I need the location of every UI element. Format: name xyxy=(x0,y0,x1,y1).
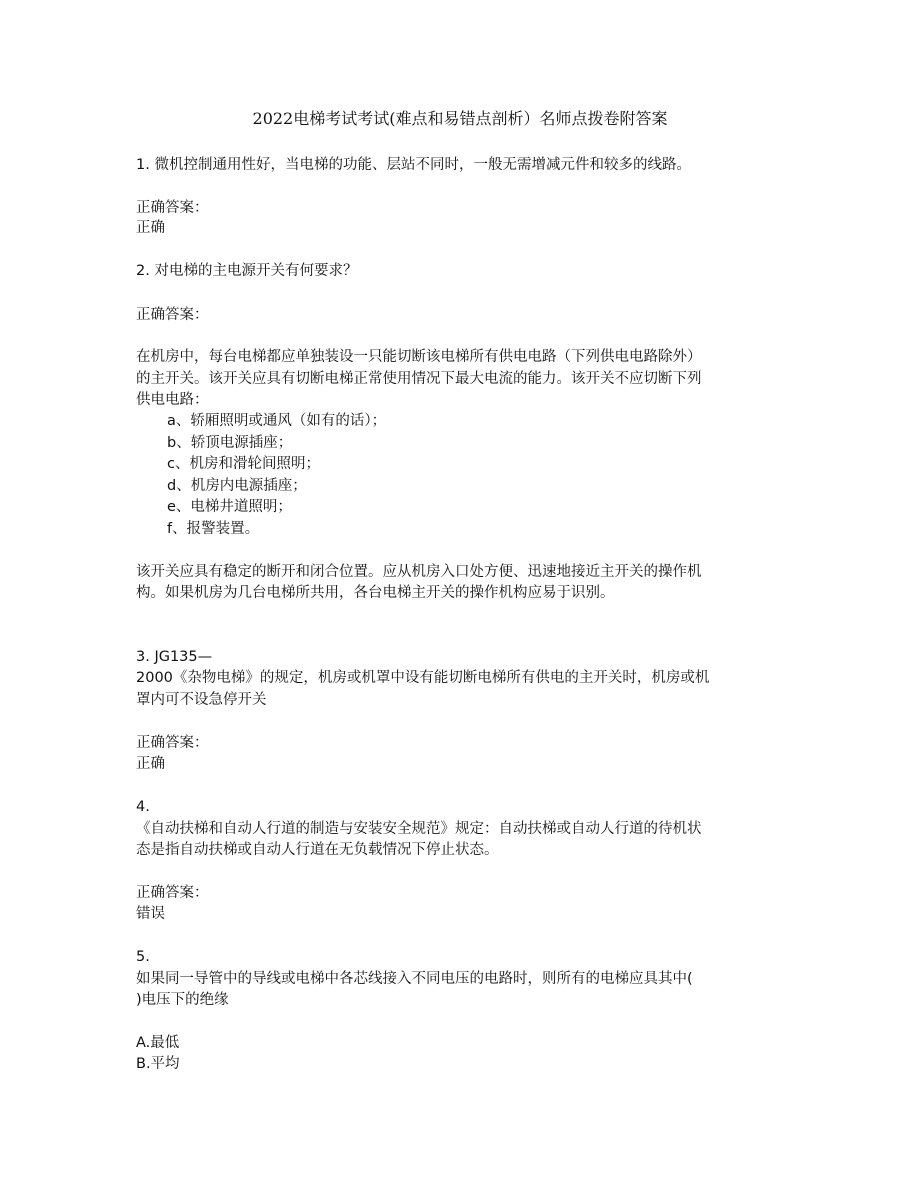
question-4-line-1: 《自动扶梯和自动人行道的制造与安装安全规范》规定：自动扶梯或自动人行道的待机状 xyxy=(136,821,702,837)
question-2-text: 2. 对电梯的主电源开关有何要求？ xyxy=(136,263,358,279)
answer-2-line-4: 该开关应具有稳定的断开和闭合位置。应从机房入口处方便、迅速地接近主开关的操作机 xyxy=(136,564,702,580)
answer-2-item-d: d、机房内电源插座； xyxy=(167,478,307,494)
answer-2-item-c: c、机房和滑轮间照明； xyxy=(167,456,320,472)
answer-2-line-2: 的主开关。该开关应具有切断电梯正常使用情况下最大电流的能力。该开关不应切断下列 xyxy=(136,371,702,387)
question-5-number: 5. xyxy=(136,949,150,965)
answer-label-1: 正确答案： xyxy=(136,200,209,216)
answer-value-3: 正确 xyxy=(136,756,165,772)
option-b: B.平均 xyxy=(136,1056,180,1072)
option-a: A.最低 xyxy=(136,1035,180,1051)
answer-2-item-f: f、报警装置。 xyxy=(167,521,260,537)
answer-2-item-a: a、轿厢照明或通风（如有的话）； xyxy=(167,413,387,429)
question-5-line-1: 如果同一导管中的导线或电梯中各芯线接入不同电压的电路时，则所有的电梯应具其中( xyxy=(136,971,693,987)
question-5-line-2: )电压下的绝缘 xyxy=(136,992,229,1008)
question-1-text: 1. 微机控制通用性好，当电梯的功能、层站不同时，一般无需增减元件和较多的线路。 xyxy=(136,157,691,173)
answer-value-4: 错误 xyxy=(136,906,165,922)
answer-label-2: 正确答案： xyxy=(136,307,209,323)
question-4-line-2: 态是指自动扶梯或自动人行道在无负载情况下停止状态。 xyxy=(136,842,499,858)
answer-2-item-e: e、电梯井道照明； xyxy=(167,499,292,515)
document-title: 2022电梯考试考试(难点和易错点剖析）名师点拨卷附答案 xyxy=(252,109,668,128)
answer-2-line-5: 构。如果机房为几台电梯所共用，各台电梯主开关的操作机构应易于识别。 xyxy=(136,585,615,601)
answer-label-3: 正确答案： xyxy=(136,735,209,751)
question-3-line-3: 罩内可不设急停开关 xyxy=(136,692,267,708)
question-3-line-2: 2000《杂物电梯》的规定，机房或机罩中设有能切断电梯所有供电的主开关时，机房或机 xyxy=(136,670,710,686)
answer-2-line-3: 供电电路： xyxy=(136,392,209,408)
answer-label-4: 正确答案： xyxy=(136,885,209,901)
answer-2-line-1: 在机房中，每台电梯都应单独装设一只能切断该电梯所有供电电路（下列供电电路除外） xyxy=(136,349,702,365)
question-3-line-1: 3. JG135— xyxy=(136,649,213,665)
answer-value-1: 正确 xyxy=(136,220,165,236)
answer-2-item-b: b、轿顶电源插座； xyxy=(167,435,293,451)
question-4-number: 4. xyxy=(136,799,150,815)
